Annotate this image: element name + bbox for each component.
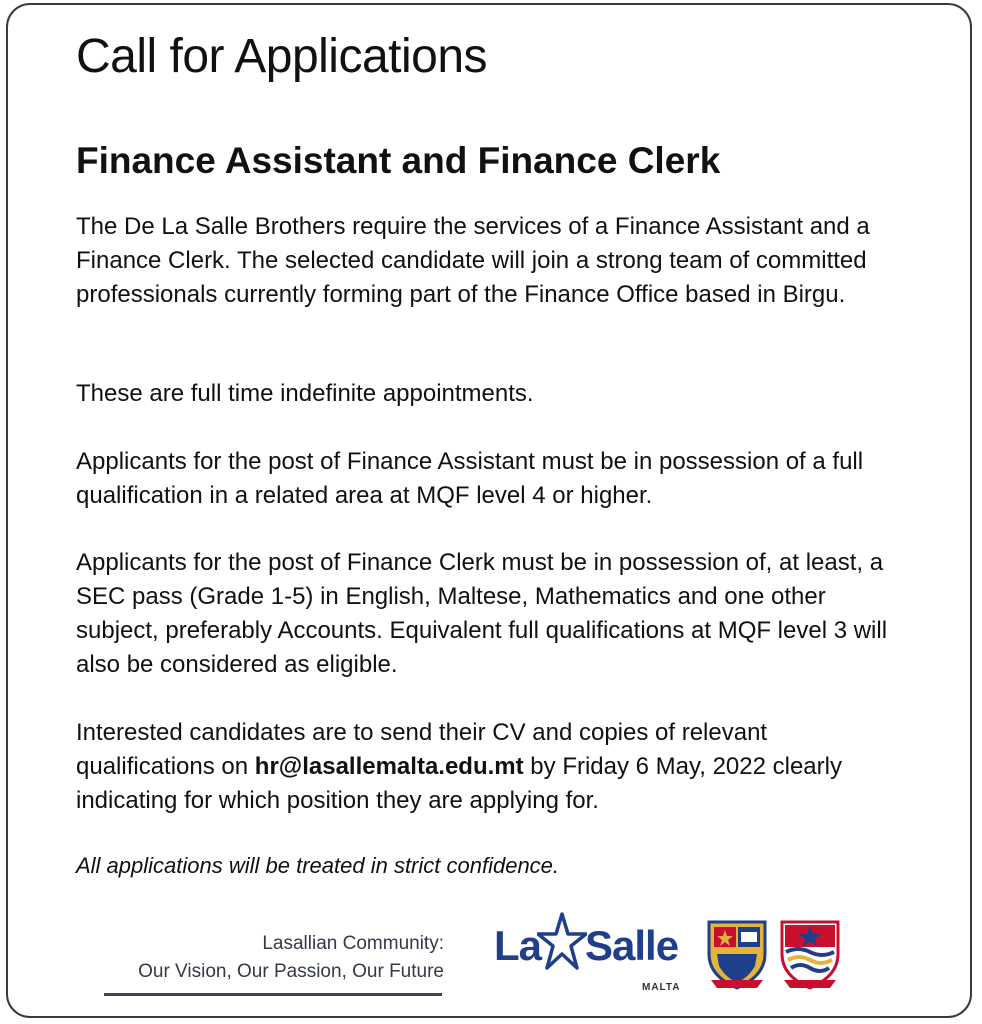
clerk-requirements-paragraph: Applicants for the post of Finance Clerk must be in possession of, at least, a SEC pass (Grade 1-5) in English, Maltese, Mathematics and one other subject, preferably Accounts. Equivalent full qualifications at MQF level 3 will also be considered as eligible. — [76, 549, 888, 678]
page-title: Call for Applications — [76, 30, 488, 83]
apply-text-after: by Friday 6 May, 2022 clearly indicating for which position they are applying for. — [76, 753, 842, 814]
intro-paragraph: The De La Salle Brothers require the services of a Finance Assistant and a Finance Clerk. The selected candidate will join a strong team of committed professionals currently forming part of the Finance Office based in Birgu. — [76, 213, 870, 308]
assistant-requirements-paragraph: Applicants for the post of Finance Assistant must be in possession of a full qualification in a related area at MQF level 4 or higher. — [76, 448, 864, 509]
email-link[interactable]: hr@lasallemalta.edu.mt — [254, 753, 524, 780]
la-salle-logo — [494, 912, 694, 1002]
tagline-line-1: Lasallian Community: — [262, 933, 444, 954]
logo-text-salle: Salle — [585, 922, 679, 969]
advert-content — [76, 24, 906, 878]
footer-tagline — [104, 930, 444, 986]
job-title: Finance Assistant and Finance Clerk — [76, 140, 721, 181]
logo-subtext: MALTA — [642, 982, 681, 993]
college-crest-icon — [705, 918, 769, 990]
tagline-line-2: Our Vision, Our Passion, Our Future — [138, 961, 444, 982]
school-crest-icon — [778, 918, 842, 990]
footer-divider — [104, 993, 442, 996]
confidentiality-note: All applications will be treated in strict confidence. — [76, 853, 560, 878]
application-instructions — [76, 716, 896, 818]
appointments-paragraph: These are full time indefinite appointments. — [76, 380, 534, 407]
logo-text-la: La — [494, 922, 542, 969]
apply-text-before: Interested candidates are to send their CV and copies of relevant qualifications on — [76, 719, 768, 780]
